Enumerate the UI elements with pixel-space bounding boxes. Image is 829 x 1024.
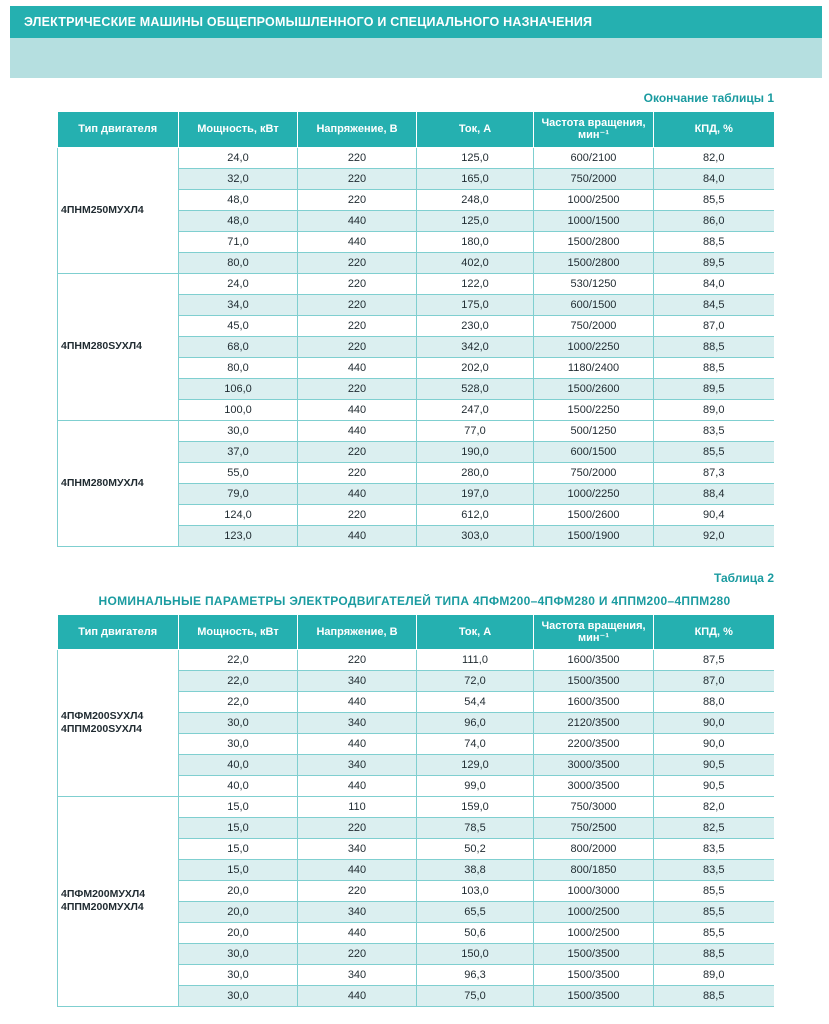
speed-cell: 600/2100 [534, 147, 654, 168]
speed-cell: 530/1250 [534, 273, 654, 294]
current-cell: 202,0 [417, 357, 534, 378]
table1-header-current: Ток, А [417, 112, 534, 147]
speed-cell: 1500/2600 [534, 378, 654, 399]
power-cell: 45,0 [179, 315, 298, 336]
speed-cell: 1500/2800 [534, 252, 654, 273]
voltage-cell: 340 [298, 712, 417, 733]
power-cell: 40,0 [179, 754, 298, 775]
speed-cell: 750/2500 [534, 817, 654, 838]
current-cell: 248,0 [417, 189, 534, 210]
power-cell: 20,0 [179, 880, 298, 901]
current-cell: 612,0 [417, 504, 534, 525]
power-cell: 20,0 [179, 922, 298, 943]
voltage-cell: 220 [298, 504, 417, 525]
current-cell: 65,5 [417, 901, 534, 922]
power-cell: 71,0 [179, 231, 298, 252]
page-header-banner [10, 6, 822, 38]
table2-title: НОМИНАЛЬНЫЕ ПАРАМЕТРЫ ЭЛЕКТРОДВИГАТЕЛЕЙ ТИПА 4ПФМ200–4ПФМ280 И 4ППМ200–4ППМ280 [98, 594, 731, 608]
power-cell: 24,0 [179, 147, 298, 168]
voltage-cell: 220 [298, 252, 417, 273]
speed-cell: 600/1500 [534, 294, 654, 315]
speed-cell: 1600/3500 [534, 649, 654, 670]
current-cell: 72,0 [417, 670, 534, 691]
table1-header-row [58, 112, 774, 147]
engine-type-cell [58, 796, 179, 1006]
efficiency-cell: 82,5 [654, 817, 774, 838]
table-row [58, 420, 774, 441]
current-cell: 342,0 [417, 336, 534, 357]
voltage-cell: 440 [298, 922, 417, 943]
engine-type-label: 4ППМ200МУХЛ4 [61, 901, 144, 913]
speed-cell: 1000/2500 [534, 922, 654, 943]
engine-type-cell [58, 420, 179, 546]
power-cell: 32,0 [179, 168, 298, 189]
power-cell: 30,0 [179, 964, 298, 985]
current-cell: 125,0 [417, 210, 534, 231]
voltage-cell: 440 [298, 210, 417, 231]
current-cell: 99,0 [417, 775, 534, 796]
speed-cell: 2200/3500 [534, 733, 654, 754]
power-cell: 100,0 [179, 399, 298, 420]
power-cell: 15,0 [179, 796, 298, 817]
voltage-cell: 440 [298, 775, 417, 796]
power-cell: 80,0 [179, 252, 298, 273]
voltage-cell: 110 [298, 796, 417, 817]
current-cell: 96,0 [417, 712, 534, 733]
efficiency-cell: 89,0 [654, 399, 774, 420]
current-cell: 74,0 [417, 733, 534, 754]
power-cell: 30,0 [179, 985, 298, 1006]
voltage-cell: 220 [298, 441, 417, 462]
speed-cell: 1500/2800 [534, 231, 654, 252]
voltage-cell: 440 [298, 399, 417, 420]
voltage-cell: 340 [298, 754, 417, 775]
current-cell: 247,0 [417, 399, 534, 420]
speed-cell: 500/1250 [534, 420, 654, 441]
speed-cell: 1500/2250 [534, 399, 654, 420]
efficiency-cell: 86,0 [654, 210, 774, 231]
power-cell: 34,0 [179, 294, 298, 315]
table2-header-power: Мощность, кВт [179, 615, 298, 649]
voltage-cell: 440 [298, 859, 417, 880]
speed-cell: 3000/3500 [534, 754, 654, 775]
voltage-cell: 220 [298, 943, 417, 964]
power-cell: 15,0 [179, 838, 298, 859]
table2-header-efficiency: КПД, % [654, 615, 774, 649]
efficiency-cell: 89,5 [654, 378, 774, 399]
current-cell: 129,0 [417, 754, 534, 775]
page-header-title: ЭЛЕКТРИЧЕСКИЕ МАШИНЫ ОБЩЕПРОМЫШЛЕННОГО И СПЕЦИАЛЬНОГО НАЗНАЧЕНИЯ [24, 15, 593, 29]
power-cell: 22,0 [179, 691, 298, 712]
current-cell: 78,5 [417, 817, 534, 838]
engine-type-label: 4ПНМ280МУХЛ4 [61, 476, 144, 489]
table1-caption: Окончание таблицы 1 [643, 91, 774, 105]
voltage-cell: 220 [298, 817, 417, 838]
efficiency-cell: 90,4 [654, 504, 774, 525]
power-cell: 24,0 [179, 273, 298, 294]
engine-type-cell [58, 273, 179, 420]
speed-cell: 1000/2250 [534, 483, 654, 504]
voltage-cell: 220 [298, 168, 417, 189]
power-cell: 79,0 [179, 483, 298, 504]
speed-cell: 1500/3500 [534, 964, 654, 985]
table1-header-voltage: Напряжение, В [298, 112, 417, 147]
efficiency-cell: 85,5 [654, 880, 774, 901]
speed-cell: 1000/2500 [534, 189, 654, 210]
speed-cell: 1500/3500 [534, 985, 654, 1006]
efficiency-cell: 90,5 [654, 775, 774, 796]
table-row [58, 147, 774, 168]
table-row [58, 649, 774, 670]
efficiency-cell: 83,5 [654, 859, 774, 880]
efficiency-cell: 87,5 [654, 649, 774, 670]
speed-cell: 1000/2500 [534, 901, 654, 922]
engine-type-label: 4ПФМ200SУХЛ4 [61, 709, 144, 722]
speed-cell: 600/1500 [534, 441, 654, 462]
current-cell: 280,0 [417, 462, 534, 483]
voltage-cell: 440 [298, 733, 417, 754]
voltage-cell: 220 [298, 273, 417, 294]
current-cell: 50,6 [417, 922, 534, 943]
table1-header-efficiency: КПД, % [654, 112, 774, 147]
current-cell: 125,0 [417, 147, 534, 168]
power-cell: 123,0 [179, 525, 298, 546]
current-cell: 197,0 [417, 483, 534, 504]
table1-header-type: Тип двигателя [58, 112, 179, 147]
table-row [58, 273, 774, 294]
voltage-cell: 220 [298, 315, 417, 336]
efficiency-cell: 85,5 [654, 441, 774, 462]
current-cell: 165,0 [417, 168, 534, 189]
table2-header-current: Ток, А [417, 615, 534, 649]
efficiency-cell: 92,0 [654, 525, 774, 546]
speed-cell: 750/2000 [534, 462, 654, 483]
current-cell: 175,0 [417, 294, 534, 315]
speed-cell: 800/1850 [534, 859, 654, 880]
table1 [57, 112, 774, 547]
speed-cell: 1180/2400 [534, 357, 654, 378]
voltage-cell: 220 [298, 378, 417, 399]
power-cell: 20,0 [179, 901, 298, 922]
engine-type-label: 4ПНМ280SУХЛ4 [61, 340, 142, 352]
speed-cell: 1500/2600 [534, 504, 654, 525]
efficiency-cell: 83,5 [654, 420, 774, 441]
efficiency-cell: 88,5 [654, 231, 774, 252]
table-row [58, 796, 774, 817]
efficiency-cell: 88,4 [654, 483, 774, 504]
efficiency-cell: 84,0 [654, 168, 774, 189]
current-cell: 180,0 [417, 231, 534, 252]
power-cell: 55,0 [179, 462, 298, 483]
voltage-cell: 340 [298, 901, 417, 922]
voltage-cell: 440 [298, 985, 417, 1006]
efficiency-cell: 84,0 [654, 273, 774, 294]
speed-cell: 750/3000 [534, 796, 654, 817]
table2-header-row [58, 615, 774, 649]
voltage-cell: 220 [298, 189, 417, 210]
speed-cell: 1500/3500 [534, 943, 654, 964]
table1-header-power: Мощность, кВт [179, 112, 298, 147]
table2 [57, 615, 774, 1007]
efficiency-cell: 85,5 [654, 901, 774, 922]
table2-caption: Таблица 2 [713, 571, 774, 585]
power-cell: 30,0 [179, 712, 298, 733]
voltage-cell: 440 [298, 691, 417, 712]
voltage-cell: 340 [298, 964, 417, 985]
speed-cell: 1000/1500 [534, 210, 654, 231]
power-cell: 15,0 [179, 817, 298, 838]
efficiency-cell: 89,0 [654, 964, 774, 985]
voltage-cell: 440 [298, 231, 417, 252]
table1-header-speed: Частота вращения, мин⁻¹ [534, 112, 654, 147]
speed-cell: 1600/3500 [534, 691, 654, 712]
power-cell: 68,0 [179, 336, 298, 357]
current-cell: 150,0 [417, 943, 534, 964]
power-cell: 37,0 [179, 441, 298, 462]
power-cell: 30,0 [179, 420, 298, 441]
current-cell: 75,0 [417, 985, 534, 1006]
voltage-cell: 220 [298, 462, 417, 483]
efficiency-cell: 87,3 [654, 462, 774, 483]
speed-cell: 1000/2250 [534, 336, 654, 357]
efficiency-cell: 90,5 [654, 754, 774, 775]
table2-header-speed: Частота вращения, мин⁻¹ [534, 615, 654, 649]
efficiency-cell: 82,0 [654, 147, 774, 168]
power-cell: 106,0 [179, 378, 298, 399]
current-cell: 77,0 [417, 420, 534, 441]
efficiency-cell: 89,5 [654, 252, 774, 273]
engine-type-label: 4ПФМ200МУХЛ4 [61, 888, 146, 900]
power-cell: 22,0 [179, 670, 298, 691]
efficiency-cell: 82,0 [654, 796, 774, 817]
efficiency-cell: 88,5 [654, 336, 774, 357]
efficiency-cell: 87,0 [654, 315, 774, 336]
power-cell: 48,0 [179, 189, 298, 210]
current-cell: 103,0 [417, 880, 534, 901]
voltage-cell: 340 [298, 670, 417, 691]
current-cell: 159,0 [417, 796, 534, 817]
efficiency-cell: 88,0 [654, 691, 774, 712]
table2-header-type: Тип двигателя [58, 615, 179, 649]
current-cell: 38,8 [417, 859, 534, 880]
speed-cell: 1500/1900 [534, 525, 654, 546]
voltage-cell: 220 [298, 649, 417, 670]
efficiency-cell: 85,5 [654, 189, 774, 210]
engine-type-cell [58, 649, 179, 796]
engine-type-cell [58, 147, 179, 273]
current-cell: 54,4 [417, 691, 534, 712]
speed-cell: 750/2000 [534, 315, 654, 336]
speed-cell: 3000/3500 [534, 775, 654, 796]
voltage-cell: 440 [298, 483, 417, 504]
efficiency-cell: 88,5 [654, 985, 774, 1006]
speed-cell: 800/2000 [534, 838, 654, 859]
power-cell: 80,0 [179, 357, 298, 378]
efficiency-cell: 87,0 [654, 670, 774, 691]
current-cell: 528,0 [417, 378, 534, 399]
voltage-cell: 440 [298, 357, 417, 378]
power-cell: 30,0 [179, 943, 298, 964]
current-cell: 50,2 [417, 838, 534, 859]
current-cell: 96,3 [417, 964, 534, 985]
current-cell: 122,0 [417, 273, 534, 294]
power-cell: 40,0 [179, 775, 298, 796]
current-cell: 190,0 [417, 441, 534, 462]
power-cell: 15,0 [179, 859, 298, 880]
voltage-cell: 440 [298, 420, 417, 441]
efficiency-cell: 85,5 [654, 922, 774, 943]
power-cell: 124,0 [179, 504, 298, 525]
voltage-cell: 220 [298, 880, 417, 901]
current-cell: 402,0 [417, 252, 534, 273]
efficiency-cell: 83,5 [654, 838, 774, 859]
power-cell: 48,0 [179, 210, 298, 231]
efficiency-cell: 90,0 [654, 733, 774, 754]
voltage-cell: 220 [298, 147, 417, 168]
speed-cell: 1500/3500 [534, 670, 654, 691]
page-header-subband [10, 38, 822, 78]
table2-header-voltage: Напряжение, В [298, 615, 417, 649]
efficiency-cell: 88,5 [654, 357, 774, 378]
voltage-cell: 340 [298, 838, 417, 859]
current-cell: 111,0 [417, 649, 534, 670]
speed-cell: 750/2000 [534, 168, 654, 189]
efficiency-cell: 90,0 [654, 712, 774, 733]
voltage-cell: 220 [298, 336, 417, 357]
speed-cell: 1000/3000 [534, 880, 654, 901]
engine-type-label: 4ППМ200SУХЛ4 [61, 722, 142, 735]
efficiency-cell: 88,5 [654, 943, 774, 964]
engine-type-label: 4ПНМ250МУХЛ4 [61, 203, 144, 216]
speed-cell: 2120/3500 [534, 712, 654, 733]
power-cell: 30,0 [179, 733, 298, 754]
current-cell: 303,0 [417, 525, 534, 546]
voltage-cell: 440 [298, 525, 417, 546]
power-cell: 22,0 [179, 649, 298, 670]
current-cell: 230,0 [417, 315, 534, 336]
voltage-cell: 220 [298, 294, 417, 315]
efficiency-cell: 84,5 [654, 294, 774, 315]
